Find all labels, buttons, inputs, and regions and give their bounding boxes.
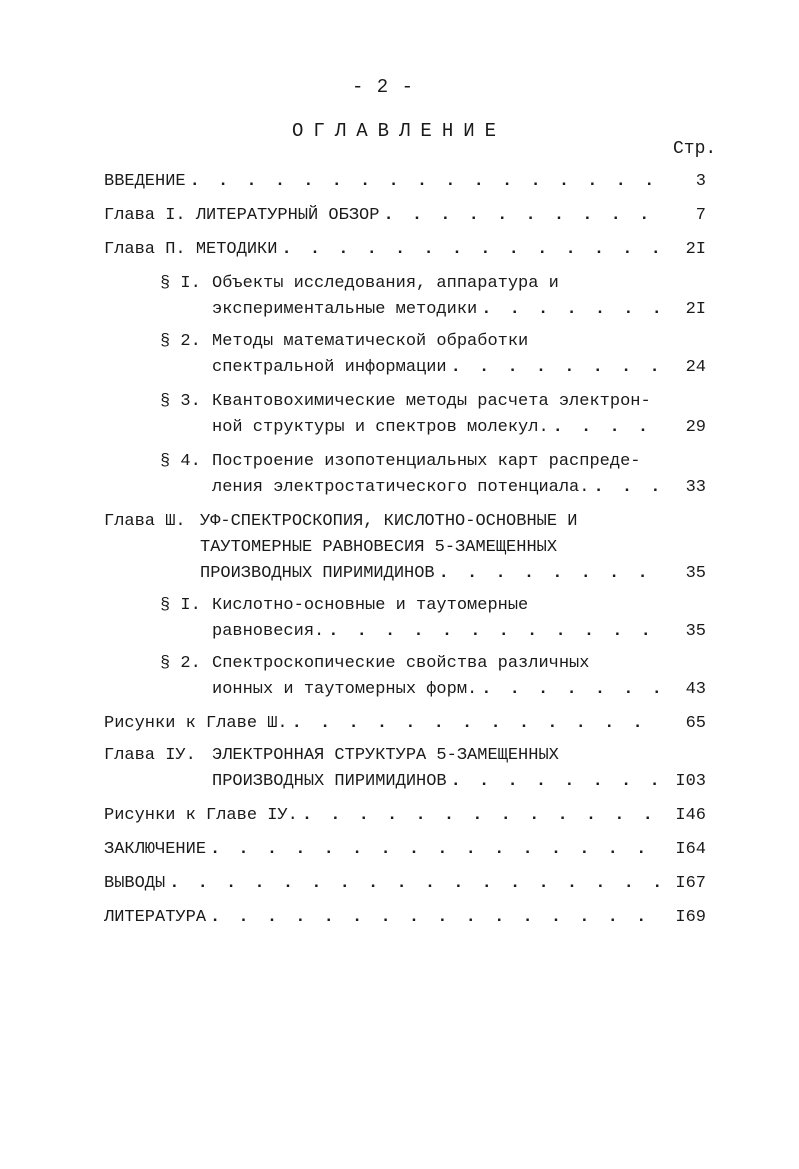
leader-dots xyxy=(553,418,664,437)
leader-dots xyxy=(210,908,664,927)
leader-dots xyxy=(169,874,664,893)
section-sign: § 2. xyxy=(160,332,201,351)
toc-entry-title: ЛИТЕРАТУРА xyxy=(104,908,207,927)
toc-entry-page: 24 xyxy=(685,358,706,377)
toc-entry-title-line1: Кислотно-основные и таутомерные xyxy=(212,596,529,615)
toc-entry-title-line2: равновесия. xyxy=(212,622,325,641)
toc-entry-references xyxy=(104,908,706,932)
toc-entry-chapter-3 xyxy=(200,564,706,588)
leader-dots xyxy=(328,622,664,641)
leader-dots xyxy=(292,714,664,733)
toc-entry-section-2-3 xyxy=(212,418,706,442)
toc-entry-title: Рисунки к Главе Ш. xyxy=(104,714,288,733)
toc-entry-conclusion xyxy=(104,840,706,864)
toc-entry-figures-ch3 xyxy=(104,714,706,738)
toc-entry-title-line2: ПРОИЗВОДНЫХ ПИРИМИДИНОВ xyxy=(212,772,447,791)
toc-entry-findings xyxy=(104,874,706,898)
toc-entry-page: I69 xyxy=(675,908,706,927)
toc-entry-title-line1: Спектроскопические свойства различных xyxy=(212,654,590,673)
toc-entry-title: ВВЕДЕНИЕ xyxy=(104,172,186,191)
leader-dots xyxy=(190,172,664,191)
leader-dots xyxy=(281,240,664,259)
toc-entry-title: Глава I. ЛИТЕРАТУРНЫЙ ОБЗОР xyxy=(104,206,380,225)
toc-entry-title-line2: ной структуры и спектров молекул. xyxy=(212,418,549,437)
toc-entry-title-line2: экспериментальные методики xyxy=(212,300,478,319)
toc-entry-title: Рисунки к Главе IУ. xyxy=(104,806,298,825)
toc-entry-chapter-1 xyxy=(104,206,706,230)
toc-entry-title-line3: ПРОИЗВОДНЫХ ПИРИМИДИНОВ xyxy=(200,564,435,583)
toc-entry-page: 7 xyxy=(695,206,706,225)
toc-entry-figures-ch4 xyxy=(104,806,706,830)
section-sign: § 4. xyxy=(160,452,201,471)
toc-entry-page: 43 xyxy=(685,680,706,699)
chapter-prefix: Глава IУ. xyxy=(104,746,196,765)
leader-dots xyxy=(481,680,664,699)
chapter-prefix: Глава Ш. xyxy=(104,512,186,531)
page-title: ОГЛАВЛЕНИЕ xyxy=(292,120,507,142)
toc-entry-title-line2: спектральной информации xyxy=(212,358,447,377)
leader-dots xyxy=(451,772,664,791)
toc-entry-title-line1: Методы математической обработки xyxy=(212,332,529,351)
toc-entry-title-line2: ления электростатического потенциала. xyxy=(212,478,590,497)
toc-entry-page: I46 xyxy=(675,806,706,825)
toc-entry-section-2-1 xyxy=(212,300,706,324)
page-column-header: Стр. xyxy=(673,139,717,159)
toc-entry-page: 2I xyxy=(685,240,706,259)
toc-entry-page: 35 xyxy=(685,564,706,583)
toc-entry-section-2-2 xyxy=(212,358,706,382)
toc-entry-page: 2I xyxy=(685,300,706,319)
toc-entry-title-line1: УФ-СПЕКТРОСКОПИЯ, КИСЛОТНО-ОСНОВНЫЕ И xyxy=(200,512,578,531)
section-sign: § 3. xyxy=(160,392,201,411)
section-sign: § 2. xyxy=(160,654,201,673)
toc-entry-page: 3 xyxy=(695,172,706,191)
toc-entry-title-line1: ЭЛЕКТРОННАЯ СТРУКТУРА 5-ЗАМЕЩЕННЫХ xyxy=(212,746,559,765)
section-sign: § I. xyxy=(160,596,201,615)
leader-dots xyxy=(383,206,664,225)
leader-dots xyxy=(302,806,664,825)
toc-entry-page: I67 xyxy=(675,874,706,893)
toc-entry-title: Глава П. МЕТОДИКИ xyxy=(104,240,278,259)
toc-entry-page: 29 xyxy=(685,418,706,437)
leader-dots xyxy=(439,564,664,583)
leader-dots xyxy=(451,358,664,377)
toc-entry-chapter-4 xyxy=(212,772,706,796)
toc-entry-title-line2: ионных и таутомерных форм. xyxy=(212,680,478,699)
toc-entry-title-line2: ТАУТОМЕРНЫЕ РАВНОВЕСИЯ 5-ЗАМЕЩЕННЫХ xyxy=(200,538,558,557)
section-sign: § I. xyxy=(160,274,201,293)
leader-dots xyxy=(210,840,664,859)
toc-entry-page: I64 xyxy=(675,840,706,859)
toc-entry-title-line1: Квантовохимические методы расчета электрон- xyxy=(212,392,651,411)
toc-entry-page: 33 xyxy=(685,478,706,497)
toc-entry-section-3-1 xyxy=(212,622,706,646)
leader-dots xyxy=(593,478,664,497)
toc-entry-title: ВЫВОДЫ xyxy=(104,874,166,893)
toc-entry-introduction xyxy=(104,172,706,196)
toc-entry-page: I03 xyxy=(675,772,706,791)
page-number: - 2 - xyxy=(352,76,415,98)
toc-entry-section-2-4 xyxy=(212,478,706,502)
leader-dots xyxy=(481,300,664,319)
toc-entry-page: 35 xyxy=(685,622,706,641)
toc-entry-title-line1: Построение изопотенциальных карт распреде- xyxy=(212,452,641,471)
toc-entry-chapter-2 xyxy=(104,240,706,264)
toc-entry-section-3-2 xyxy=(212,680,706,704)
toc-entry-title: ЗАКЛЮЧЕНИЕ xyxy=(104,840,207,859)
toc-entry-title-line1: Объекты исследования, аппаратура и xyxy=(212,274,559,293)
toc-entry-page: 65 xyxy=(685,714,706,733)
